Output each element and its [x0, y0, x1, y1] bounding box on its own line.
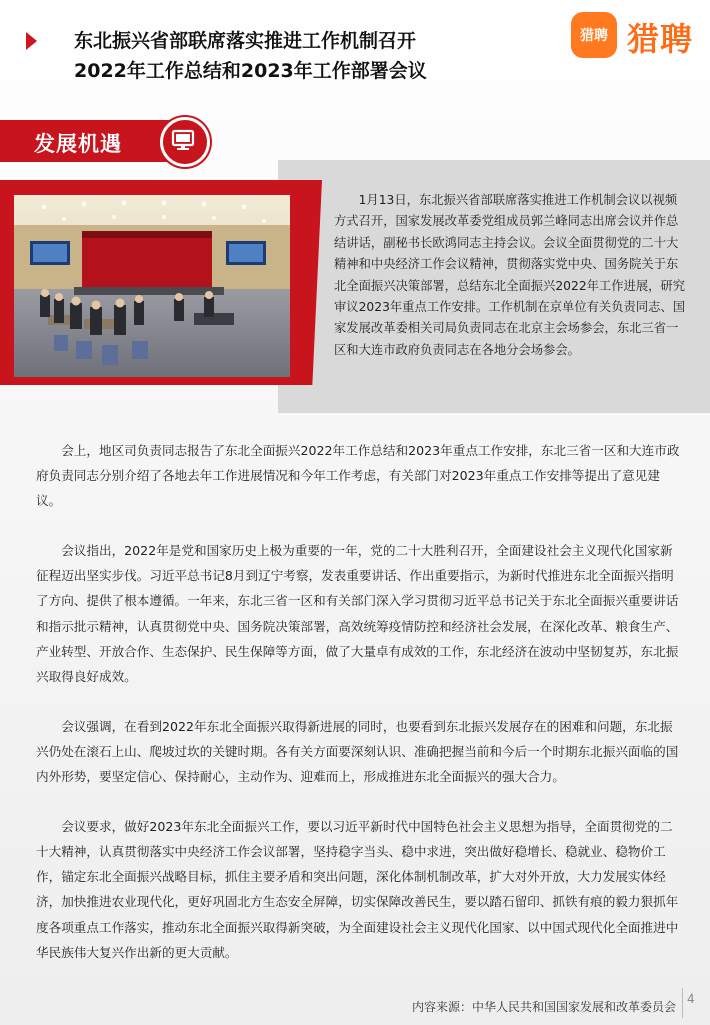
body-paragraph-4: 会议要求，做好2023年东北全面振兴工作，要以习近平新时代中国特色社会主义思想为指导，全面贯彻党的二十大精神，认真贯彻落实中央经济工作会议部署，坚持稳字当头、稳中求进，突出做好稳增长、稳就业、稳物价工作，锚定东北全面振兴战略目标，抓住主要矛盾和突出问题，深化体制机制改革，扩大对外开放，大力发展实体经济，加快推进农业现代化，更好巩固北方生态安全屏障，切实保障改善民生，要以踏石留印、抓铁有痕的毅力狠抓年度各项重点工作落实，推动东北全面振兴取得新突破，为全面建设社会主义现代化国家、以中国式现代化全面推进中华民族伟大复兴作出新的更大贡献。 — [36, 819, 679, 960]
monitor-icon — [171, 128, 195, 152]
page-number: 4 — [687, 992, 695, 1006]
content-source: 内容来源：中华人民共和国国家发展和改革委员会 — [412, 1000, 677, 1014]
title-line-1: 东北振兴省部联席落实推进工作机制召开 — [74, 30, 417, 52]
title-arrow-icon — [26, 32, 37, 50]
article-body — [36, 438, 684, 990]
meeting-photo — [14, 195, 290, 377]
body-paragraph-1: 会上，地区司负责同志报告了东北全面振兴2022年工作总结和2023年重点工作安排，东北三省一区和大连市政府负责同志分别介绍了各地去年工作进展情况和今年工作考虑，有关部门对2023年重点工作安排等提出了意见建议。 — [36, 443, 680, 509]
body-paragraph-3: 会议强调，在看到2022年东北全面振兴取得新进展的同时，也要看到东北振兴发展存在的困难和问题，东北振兴仍处在滚石上山、爬坡过坎的关键时期。各有关方面要深刻认识、准确把握当前和今后一个时期东北振兴面临的国内外形势，要坚定信心、保持耐心，主动作为、迎难而上，形成推进东北全面振兴的强大合力。 — [36, 718, 679, 785]
footer-divider — [682, 988, 683, 1018]
intro-text — [334, 190, 688, 361]
section-label: 发展机遇 — [34, 132, 122, 156]
liepin-logo-icon — [571, 12, 617, 58]
page-title — [74, 26, 544, 86]
liepin-logo-text: 猎聘 — [627, 20, 694, 58]
body-paragraph-2: 会议指出，2022年是党和国家历史上极为重要的一年，党的二十大胜利召开，全面建设社会主义现代化国家新征程迈出坚实步伐。习近平总书记8月到辽宁考察，发表重要讲话、作出重要指示，为新时代推进东北全面振兴指明了方向、提供了根本遵循。一年来，东北三省一区和有关部门深入学习贯彻习近平总书记关于东北全面振兴重要讲话和指示批示精神，认真贯彻党中央、国务院决策部署，高效统筹疫情防控和经济社会发展，在深化改革、粮食生产、产业转型、开放合作、生态保护、民生保障等方面，做了大量卓有成效的工作，东北经济在波动中坚韧复苏，东北振兴取得良好成效。 — [36, 543, 679, 684]
logo-icon-text: 猎聘 — [580, 28, 608, 44]
intro-paragraph: 1月13日，东北振兴省部联席落实推进工作机制会议以视频方式召开，国家发展改革委党组成员郭兰峰同志出席会议并作总结讲话，副秘书长欧鸿同志主持会议。会议全面贯彻党的二十大精神和中央经济工作会议精神，贯彻落实党中央、国务院关于东北全面振兴决策部署，总结东北全面振兴2022年工作进展，研究审议2023年重点工作安排。工作机制在京单位有关负责同志、国家发展改革委相关司局负责同志在北京主会场参会，东北三省一区和大连市政府负责同志在各地分会场参会。 — [334, 193, 686, 357]
title-line-2: 2022年工作总结和2023年工作部署会议 — [74, 60, 427, 82]
